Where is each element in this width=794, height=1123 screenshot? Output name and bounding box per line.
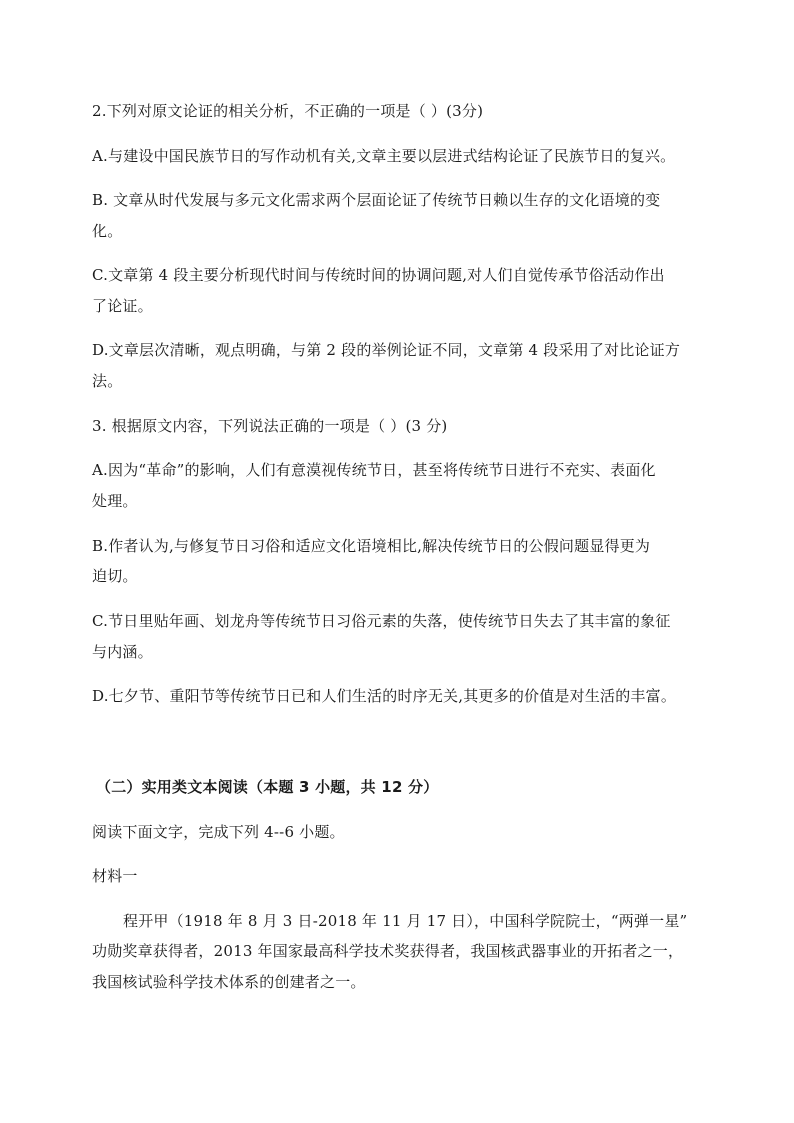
question-3-stem: 3. 根据原文内容，下列说法正确的一项是（ ）(3 分) (92, 417, 448, 435)
question-3-option-b-line-2: 迫切。 (92, 567, 138, 585)
question-2-stem: 2.下列对原文论证的相关分析，不正确的一项是（ ）(3分) (92, 102, 484, 120)
question-2-option-b-line-1: B. 文章从时代发展与多元文化需求两个层面论证了传统节日赖以生存的文化语境的变 (92, 191, 661, 209)
material-paragraph-line-1: 程开甲（1918 年 8 月 3 日-2018 年 11 月 17 日），中国科学院院士，“两弹一星” (123, 912, 688, 930)
question-2-option-d-line-2: 法。 (92, 372, 123, 390)
reading-instruction: 阅读下面文字，完成下列 4--6 小题。 (92, 823, 345, 841)
material-paragraph-line-3: 我国核试验科学技术体系的创建者之一。 (92, 973, 366, 991)
question-3-option-c-line-2: 与内涵。 (92, 643, 153, 661)
question-3-option-c-line-1: C.节日里贴年画、划龙舟等传统节日习俗元素的失落，使传统节日失去了其丰富的象征 (92, 612, 671, 630)
question-3-option-b-line-1: B.作者认为,与修复节日习俗和适应文化语境相比,解决传统节日的公假问题显得更为 (92, 537, 651, 555)
material-label: 材料一 (92, 867, 138, 885)
question-3-option-a-line-2: 处理。 (92, 492, 138, 510)
question-2-option-b-line-2: 化。 (92, 222, 123, 240)
question-3-option-d: D.七夕节、重阳节等传统节日已和人们生活的时序无关,其更多的价值是对生活的丰富。 (92, 687, 677, 705)
question-2-option-c-line-2: 了论证。 (92, 297, 153, 315)
section-heading: （二）实用类文本阅读（本题 3 小题，共 12 分） (96, 778, 439, 796)
question-2-option-a: A.与建设中国民族节日的写作动机有关,文章主要以层进式结构论证了民族节日的复兴。 (92, 147, 676, 165)
question-3-option-a-line-1: A.因为“革命”的影响，人们有意漠视传统节日，甚至将传统节日进行不充实、表面化 (92, 461, 656, 479)
material-paragraph-line-2: 功勋奖章获得者，2013 年国家最高科学技术奖获得者，我国核武器事业的开拓者之一， (92, 942, 684, 960)
question-2-option-c-line-1: C.文章第 4 段主要分析现代时间与传统时间的协调问题,对人们自觉传承节俗活动作出 (92, 266, 665, 284)
question-2-option-d-line-1: D.文章层次清晰，观点明确，与第 2 段的举例论证不同，文章第 4 段采用了对比论证方 (92, 341, 681, 359)
